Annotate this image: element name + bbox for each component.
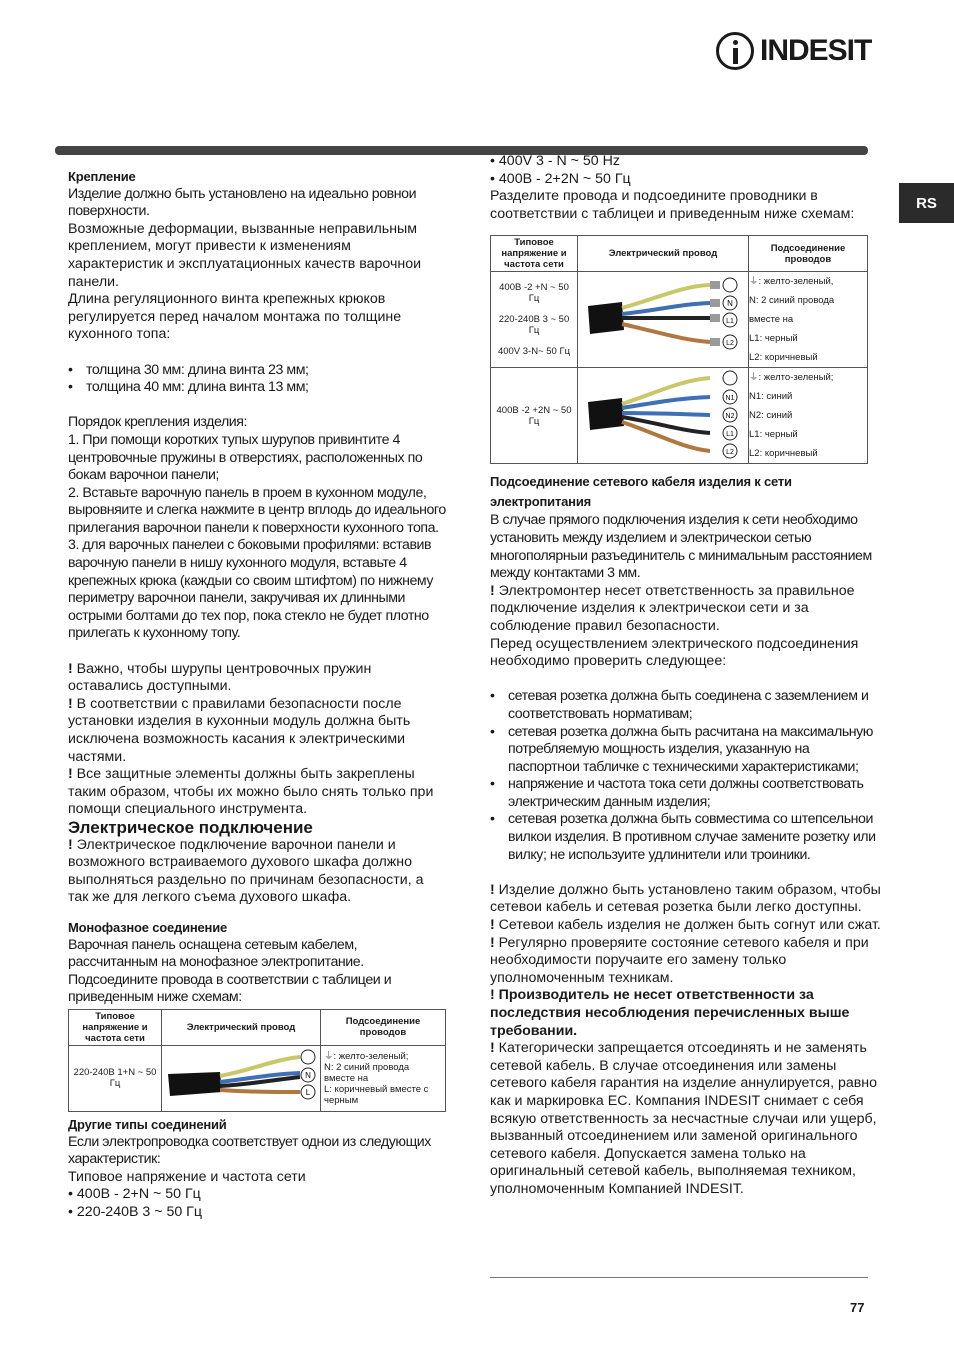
svg-text:N: N <box>727 299 733 309</box>
table-header: Типовое напряжение и частота сети <box>69 1009 162 1045</box>
connection-warning: ! Электромонтер несет ответственность за правильное подключение изделия к электрическои сети и за соблюдение правил безопасности. <box>490 582 855 634</box>
table-header: Подсоединение проводов <box>321 1009 446 1045</box>
svg-text:L2: L2 <box>726 340 734 348</box>
warning-1: ! Изделие должно быть установлено таким образом, чтобы сетевои кабель и сетевая розетка были легко доступны. <box>490 881 881 916</box>
voltage-cell: 400В -2 +2N ~ 50 Гц <box>491 368 578 464</box>
multi-wiring-table <box>490 235 868 464</box>
mono-paragraph: Варочная панель оснащена сетевым кабелем, рассчитанным на монофазное электропитание. Подсоедините провода в соответствии с таблицеи и приведенным ниже схемам: <box>68 936 392 1006</box>
svg-text:N2: N2 <box>725 413 735 421</box>
mount-paragraph-1: Изделие должно быть установлено на идеально ровнои поверхности. <box>68 185 417 220</box>
indesit-logo <box>716 32 871 70</box>
svg-text:L1: L1 <box>726 318 734 326</box>
connection-cell: ⏚: желто-зеленый; N1: синий N2: синий L1: черный L2: коричневый <box>749 368 868 464</box>
warning-3: ! Все защитные элементы должны быть закреплены таким образом, чтобы их можно было снять только при помощи специального инструмента. <box>68 766 434 818</box>
list-item: • толщина 40 мм: длина винта 13 мм; <box>68 379 309 396</box>
table-header: Электрический провод <box>162 1009 321 1045</box>
warning-5: ! Категорически запрещается отсоединять и не заменять сетевой кабель. В случае отсоединения или замены сетевого кабеля гарантия на изделие аннулируется, равно как и маркировка ЕС. Компания INDESIT снимает с себя всякую ответственность за несчастные случаи или ущерб, вызванный отсоединением или заменой оригинального сетевого кабеля. Допускается замена только на оригинальный сетевой кабель, выполняемая техником, уполномоченным Компанией INDESIT. <box>490 1040 878 1197</box>
mono-wire-diagram <box>162 1046 320 1108</box>
list-item: • напряжение и частота тока сети должны соответствовать электрическим данным изделия; <box>490 776 864 810</box>
electrical-paragraph: ! Электрическое подключение варочнои панели и возможного встраиваемого духового шкафа должно выполняться раздельно по причинам безопасности, а так же для легкого съема духового шкафа. <box>68 836 424 906</box>
other-paragraph: Если электропроводка соответствует однои из следующих характеристик: <box>68 1133 431 1168</box>
table-header: Подсоединение проводов <box>749 236 868 272</box>
svg-text:N1: N1 <box>725 395 735 403</box>
svg-text:L2: L2 <box>726 449 734 457</box>
mono-title: Монофазное соединение <box>68 919 228 935</box>
warning-2: ! Сетевои кабель изделия не должен быть согнут или сжат. <box>490 917 881 934</box>
left-column <box>68 168 446 1221</box>
mount-paragraph-3: Длина регуляционного винта крепежных крюков регулируется перед началом монтажа по толщине кухонного топа: <box>68 291 402 343</box>
warning-1: ! Важно, чтобы шурупы центровочных пружин оставались доступными. <box>68 660 372 695</box>
voltage-cell: 400В -2 +N ~ 50 Гц 220-240В 3 ~ 50 Гц 400V 3-N~ 50 Гц <box>491 272 578 368</box>
intro-paragraph: Разделите провода и подсоедините проводники в соответствии с таблицеи и приведенным ниже схемам: <box>490 188 855 222</box>
list-item: • сетевая розетка должна быть соединена с заземлением и соответствовать нормативам; <box>490 688 869 722</box>
step-2: 2. Вставьте варочную панель в проем в кухонном модуле, выровняите и слегка нажмите в центр вплодь до идеального прилегания варочнои панели к поверхности кухонного топа. <box>68 484 446 536</box>
ground-icon: ⏚ <box>749 372 759 384</box>
connection-paragraph-2: Перед осуществлением электрического подсоединения необходимо проверить следующее: <box>490 635 859 670</box>
wire-diagram-cell <box>578 368 749 464</box>
three-phase-wire-diagram <box>578 272 740 364</box>
mount-paragraph-2: Возможные деформации, вызванные неправильным креплением, могут привести к изменениям характеристик и эксплуатационных качеств варочнои панели. <box>68 220 422 290</box>
indesit-logo-icon <box>716 32 754 70</box>
list-item: • 400V 3 - N ~ 50 Hz <box>490 153 620 169</box>
mono-wiring-table <box>68 1009 446 1112</box>
two-phase-wire-diagram <box>578 368 740 460</box>
connection-title: Подсоединение сетевого кабеля изделия к сети электропитания <box>490 474 792 510</box>
voltage-cell: 220-240В 1+N ~ 50 Гц <box>69 1045 162 1111</box>
page-number: 77 <box>850 1300 865 1315</box>
svg-text:L1: L1 <box>726 431 734 439</box>
list-item: • сетевая розетка должна быть расчитана на максимальную потребляемую мощность изделия, указанную на паспортнои табличке с техническими характеристиками; <box>490 723 873 775</box>
step-3: 3. для варочных панелеи с боковыми профилями: вставив варочную панели в нишу кухонного модуля, вставьте 4 крепежных крюка (каждыи со своим штифтом) по нижнему периметру варочнои панели, закручивая их длинными острыми болтами до тех пор, пока стекло не будет плотно прилегать к кухонному топу. <box>68 537 433 642</box>
connection-cell: ⏚: желто-зеленый, N: 2 синий провода вместе на L1: черный L2: коричневый <box>749 272 868 368</box>
other-title: Другие типы соединений <box>68 1116 227 1132</box>
list-item: • толщина 30 мм: длина винта 23 мм; <box>68 361 309 378</box>
svg-text:N: N <box>305 1070 311 1080</box>
electrical-title: Электрическое подключение <box>68 817 313 837</box>
mount-title: Крепление <box>68 169 136 184</box>
wire-diagram-cell <box>578 272 749 368</box>
warning-3: ! Регулярно проверяите состояние сетевого кабеля и при необходимости поручаите его замену только уполномоченным техникам. <box>490 934 869 986</box>
ground-icon: ⏚ <box>749 276 759 288</box>
language-tab[interactable]: RS <box>899 183 954 223</box>
list-item: • сетевая розетка должна быть совместима со штепсельнои вилкои изделия. В противном случае замените розетку или вилку; не используите удлинители или троиники. <box>490 811 876 863</box>
list-item: • 400В - 2+2N ~ 50 Гц <box>490 170 631 187</box>
warning-4: ! Производитель не несет ответственности за последствия несоблюдения перечисленных выше требовании. <box>490 987 850 1039</box>
step-1: 1. При помощи коротких тупых шурупов привинтите 4 центровочные пружины в отверстиях, расположенных по бокам варочнои панели; <box>68 431 423 484</box>
table-header: Электрический провод <box>578 236 749 272</box>
right-column <box>490 153 882 1199</box>
brand-name: INDESIT <box>760 34 872 67</box>
footer-divider <box>490 1277 868 1278</box>
wire-diagram-cell <box>162 1045 321 1111</box>
connection-paragraph-1: В случае прямого подключения изделия к сети необходимо установить между изделием и электрическои сетью многополярныи разъединитель с минимальным расстоянием между контактами 3 мм. <box>490 512 872 582</box>
warning-2: ! В соответствии с правилами безопасности после установки изделия в кухонныи модуль должна быть исключена возможность касания к электрическими частями. <box>68 695 411 765</box>
order-title: Порядок крепления изделия: <box>68 414 247 431</box>
other-paragraph-2: Типовое напряжение и частота сети <box>68 1168 306 1185</box>
ground-icon: ⏚ <box>324 1050 334 1062</box>
table-header: Типовое напряжение и частота сети <box>491 236 578 272</box>
list-item: • 400В - 2+N ~ 50 Гц <box>68 1186 201 1203</box>
connection-cell: ⏚: желто-зеленый; N: 2 синий провода вместе на L: коричневый вместе с черным <box>321 1045 446 1111</box>
list-item: • 220-240В 3 ~ 50 Гц <box>68 1203 202 1220</box>
svg-text:L: L <box>305 1087 311 1097</box>
